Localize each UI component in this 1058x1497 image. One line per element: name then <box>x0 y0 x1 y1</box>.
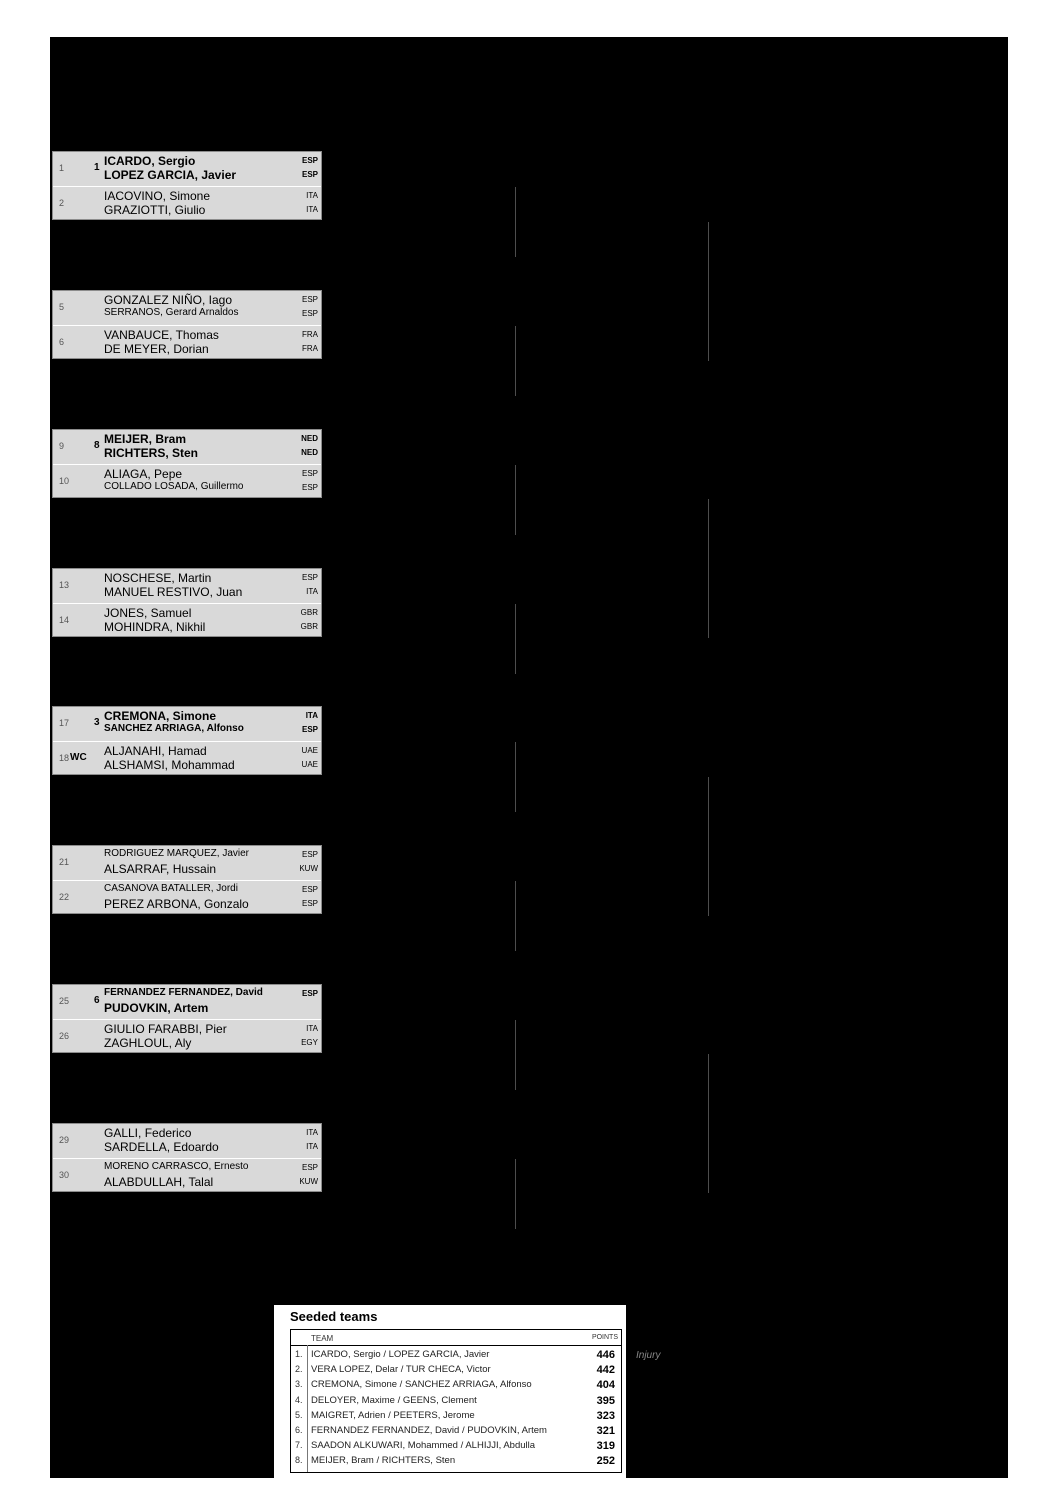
country-code: ESP <box>301 573 318 582</box>
bracket-connector <box>515 1159 516 1229</box>
seed-rank: 8. <box>295 1455 303 1466</box>
team-column-header: TEAM <box>311 1334 334 1343</box>
draw-entry <box>53 430 321 464</box>
seeded-team-row <box>291 1362 621 1377</box>
seed-number: 1 <box>94 162 100 173</box>
player-name: JONES, Samuel <box>104 606 192 620</box>
seeded-team-name: DELOYER, Maxime / GEENS, Clement <box>311 1394 477 1406</box>
player-name: PUDOVKIN, Artem <box>104 1001 209 1015</box>
draw-match <box>52 984 322 1053</box>
draw-match <box>52 1123 322 1192</box>
seeded-team-row <box>291 1423 621 1438</box>
draw-entry <box>53 603 321 638</box>
bracket-connector <box>708 222 709 361</box>
draw-match <box>52 429 322 498</box>
seeded-team-points: 446 <box>596 1349 615 1361</box>
country-code: ESP <box>301 989 318 998</box>
player-name: GONZALEZ NIÑO, Iago <box>104 293 233 307</box>
draw-match <box>52 290 322 359</box>
seeded-team-row <box>291 1438 621 1453</box>
player-name: RICHTERS, Sten <box>104 446 199 460</box>
country-code: GBR <box>300 622 318 631</box>
player-name: DE MEYER, Dorian <box>104 342 209 356</box>
bracket-connector <box>708 1054 709 1193</box>
player-name: CASANOVA BATALLER, Jordi <box>104 883 238 894</box>
seeded-team-name: SAADON ALKUWARI, Mohammed / ALHIJJI, Abdulla <box>311 1440 536 1452</box>
player-name: ALJANAHI, Hamad <box>104 744 207 758</box>
seeded-team-points: 442 <box>596 1364 615 1377</box>
country-code: ITA <box>306 191 318 200</box>
seeded-teams-title: Seeded teams <box>290 1309 378 1324</box>
country-code: UAE <box>301 746 318 755</box>
seeded-team-row <box>291 1347 621 1362</box>
player-name: IACOVINO, Simone <box>104 189 211 203</box>
player-name: GRAZIOTTI, Giulio <box>104 203 206 217</box>
country-code: ESP <box>301 483 318 492</box>
draw-position: 26 <box>59 1031 70 1041</box>
draw-position: 2 <box>59 198 65 208</box>
seed-number: 3 <box>94 717 100 728</box>
bracket-connector <box>515 1020 516 1090</box>
country-code: ESP <box>301 156 318 165</box>
seed-rank: 5. <box>295 1409 303 1420</box>
seed-rank: 7. <box>295 1440 303 1451</box>
bracket-connector <box>708 499 709 638</box>
country-code: ITA <box>306 1128 318 1137</box>
seeded-teams-table <box>290 1329 622 1473</box>
country-code: EGY <box>301 1038 318 1047</box>
bracket-connector <box>515 187 516 257</box>
draw-entry <box>53 985 321 1019</box>
player-name: SANCHEZ ARRIAGA, Alfonso <box>104 723 244 734</box>
player-name: ALIAGA, Pepe <box>104 467 183 481</box>
seeded-team-name: CREMONA, Simone / SANCHEZ ARRIAGA, Alfonso <box>311 1379 532 1391</box>
player-name: SARDELLA, Edoardo <box>104 1140 219 1154</box>
seed-rank: 1. <box>295 1349 303 1359</box>
draw-match <box>52 845 322 914</box>
draw-entry <box>53 325 321 360</box>
player-name: MEIJER, Bram <box>104 432 187 446</box>
draw-entry <box>53 152 321 186</box>
draw-entry <box>53 880 321 915</box>
seed-rank: 3. <box>295 1379 303 1390</box>
seed-rank: 4. <box>295 1394 303 1405</box>
draw-position: 22 <box>59 892 70 902</box>
bracket-connector <box>515 465 516 535</box>
draw-position: 18 <box>59 753 70 763</box>
draw-entry <box>53 1124 321 1158</box>
player-name: CREMONA, Simone <box>104 709 217 723</box>
seeded-team-points: 252 <box>596 1455 615 1468</box>
seeded-team-name: MEIJER, Bram / RICHTERS, Sten <box>311 1455 456 1467</box>
player-name: PEREZ ARBONA, Gonzalo <box>104 897 249 911</box>
country-code: NED <box>301 434 318 443</box>
country-code: FRA <box>302 330 318 339</box>
country-code: ESP <box>301 469 318 478</box>
draw-position: 30 <box>59 1170 70 1180</box>
country-code: FRA <box>302 344 318 353</box>
draw-entry <box>53 1019 321 1054</box>
player-name: COLLADO LOSADA, Guillermo <box>104 481 244 492</box>
country-code: ESP <box>301 170 318 179</box>
country-code: ESP <box>301 295 318 304</box>
country-code: ESP <box>301 899 318 908</box>
draw-entry <box>53 846 321 880</box>
draw-entry <box>53 1158 321 1193</box>
bracket-connector <box>515 326 516 396</box>
draw-entry <box>53 569 321 603</box>
bracket-connector <box>708 777 709 916</box>
draw-match <box>52 706 322 775</box>
seeded-team-name: MAIGRET, Adrien / PEETERS, Jerome <box>311 1409 475 1421</box>
country-code: ITA <box>306 1024 318 1033</box>
seeded-team-row <box>291 1408 621 1423</box>
injury-note: Injury <box>636 1350 661 1361</box>
country-code: KUW <box>299 1177 318 1186</box>
player-name: NOSCHESE, Martin <box>104 571 212 585</box>
seeded-team-name: VERA LOPEZ, Delar / TUR CHECA, Victor <box>311 1364 491 1376</box>
player-name: RODRIGUEZ MARQUEZ, Javier <box>104 848 250 859</box>
country-code: ITA <box>306 205 318 214</box>
country-code: ESP <box>301 1163 318 1172</box>
seeded-team-name: FERNANDEZ FERNANDEZ, David / PUDOVKIN, Artem <box>311 1425 547 1436</box>
points-column-header: POINTS <box>591 1334 618 1341</box>
entry-status: WC <box>70 752 87 763</box>
draw-position: 10 <box>59 476 70 486</box>
draw-entry <box>53 464 321 499</box>
country-code: ESP <box>301 309 318 318</box>
draw-entry <box>53 186 321 221</box>
seed-rank: 2. <box>295 1364 303 1375</box>
player-name: ICARDO, Sergio <box>104 154 196 168</box>
player-name: GIULIO FARABBI, Pier <box>104 1022 227 1036</box>
player-name: FERNANDEZ FERNANDEZ, David <box>104 987 263 998</box>
player-name: MOHINDRA, Nikhil <box>104 620 206 634</box>
player-name: ALABDULLAH, Talal <box>104 1175 214 1189</box>
player-name: GALLI, Federico <box>104 1126 192 1140</box>
seeded-team-row <box>291 1393 621 1408</box>
draw-position: 29 <box>59 1135 70 1145</box>
country-code: UAE <box>301 760 318 769</box>
draw-position: 6 <box>59 337 65 347</box>
player-name: ZAGHLOUL, Aly <box>104 1036 192 1050</box>
seed-number: 8 <box>94 440 100 451</box>
country-code: ITA <box>305 711 318 720</box>
country-code: NED <box>301 448 318 457</box>
seeded-team-points: 395 <box>596 1394 615 1407</box>
seed-rank: 6. <box>295 1425 303 1435</box>
draw-position: 25 <box>59 996 70 1006</box>
draw-position: 17 <box>59 718 70 728</box>
seeded-team-row <box>291 1453 621 1468</box>
draw-position: 13 <box>59 580 70 590</box>
seeded-team-name: ICARDO, Sergio / LOPEZ GARCIA, Javier <box>311 1349 490 1360</box>
seeded-team-points: 319 <box>596 1440 615 1453</box>
player-name: SERRANOS, Gerard Arnaldos <box>104 307 239 318</box>
seeded-team-points: 323 <box>596 1409 615 1422</box>
bracket-connector <box>515 881 516 951</box>
bracket-connector <box>515 742 516 812</box>
seeded-team-points: 404 <box>596 1379 615 1392</box>
draw-position: 1 <box>59 163 65 173</box>
country-code: ITA <box>306 587 318 596</box>
country-code: ESP <box>301 725 318 734</box>
seeded-team-points: 321 <box>596 1425 615 1437</box>
player-name: VANBAUCE, Thomas <box>104 328 219 342</box>
draw-match <box>52 568 322 637</box>
draw-entry <box>53 291 321 325</box>
country-code: KUW <box>299 864 318 873</box>
draw-entry <box>53 741 321 776</box>
country-code: GBR <box>300 608 318 617</box>
seeded-team-row <box>291 1377 621 1392</box>
draw-position: 21 <box>59 857 70 867</box>
draw-position: 14 <box>59 615 70 625</box>
bracket-connector <box>515 604 516 674</box>
seed-number: 6 <box>94 995 100 1006</box>
player-name: LOPEZ GARCIA, Javier <box>104 168 237 182</box>
draw-entry <box>53 707 321 741</box>
seeded-teams-panel <box>274 1305 626 1478</box>
draw-position: 5 <box>59 302 65 312</box>
country-code: ESP <box>301 850 318 859</box>
player-name: MORENO CARRASCO, Ernesto <box>104 1161 249 1172</box>
player-name: MANUEL RESTIVO, Juan <box>104 585 243 599</box>
country-code: ITA <box>306 1142 318 1151</box>
draw-position: 9 <box>59 441 65 451</box>
player-name: ALSHAMSI, Mohammad <box>104 758 235 772</box>
player-name: ALSARRAF, Hussain <box>104 862 217 876</box>
draw-match <box>52 151 322 220</box>
header-divider <box>291 1345 621 1346</box>
country-code: ESP <box>301 885 318 894</box>
